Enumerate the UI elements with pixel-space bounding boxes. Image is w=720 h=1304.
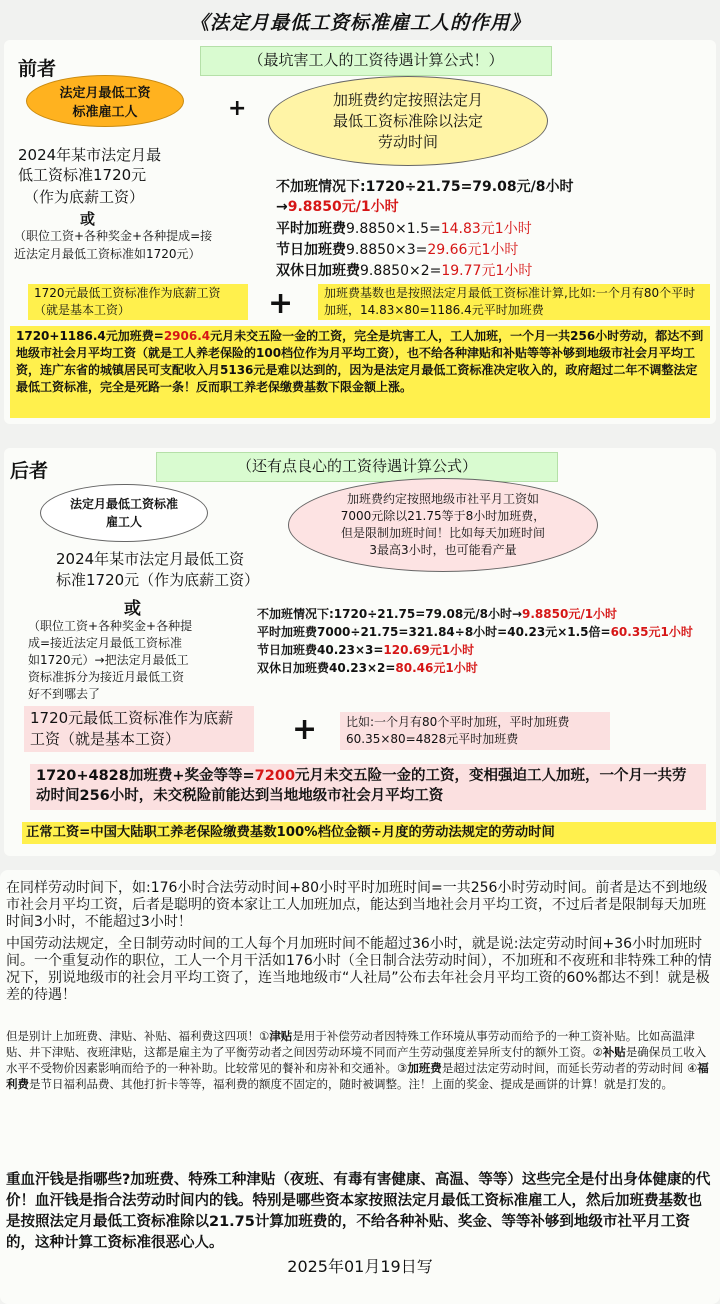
- page-title: 《法定月最低工资标准雇工人的作用》: [189, 12, 530, 34]
- former-calc-weekend-value: 19.77元1小时: [441, 263, 533, 279]
- latter-calc-line1: [257, 606, 617, 623]
- former-summary-value: 2906.4: [163, 329, 211, 343]
- note-paragraph-3: [6, 1028, 714, 1092]
- latter-label: 后者: [10, 460, 49, 482]
- latter-calc-weekday-value: 60.35元1小时: [610, 625, 693, 639]
- former-calc-weekday-expr: 9.8850×1.5=: [346, 221, 441, 237]
- latter-calc-line2: [257, 624, 693, 641]
- note-p3-allowance: 津贴: [269, 1029, 293, 1043]
- note-p3-c: 是用于补偿劳动者因特殊工作环境从事劳动而给予的一种工资补贴。比如高温津贴、井下津贴、夜班津贴，这都是雇主为了平衡劳动者之间因劳动环境不同而产生劳动强度差异所支付的额外工资。②: [6, 1029, 695, 1059]
- former-calc-line4: [276, 241, 518, 260]
- former-calc-weekend-expr: 9.8850×2=: [360, 263, 442, 279]
- former-plus-1: +: [228, 96, 247, 121]
- note-p3-e: 是确保员工收入水平不受物价因素影响而给予的一种补助。比较常见的餐补和房补和交通补。③: [6, 1045, 707, 1075]
- former-calc-hourly: 9.8850元/1小时: [287, 199, 399, 215]
- latter-alt-line5: 好不到哪去了: [28, 687, 101, 701]
- former-overtime-box: 加班费基数也是按照法定月最低工资标准计算,比如:一个月有80个平时加班，14.83×80=1186.4元平时加班费: [318, 284, 710, 320]
- latter-calc-line2-text: 平时加班费7000÷21.75=321.84÷8小时=40.23元×1.5倍=: [257, 625, 611, 639]
- former-bubble-right-text: 加班费约定按照法定月最低工资标准除以法定劳动时间: [332, 90, 483, 151]
- former-label: 前者: [18, 58, 57, 80]
- latter-alt-line1: （职位工资+各种奖金+各种提: [28, 619, 193, 633]
- note-p3-overtime: 加班费: [407, 1061, 442, 1075]
- latter-banner: （还有点良心的工资待遇计算公式）: [156, 452, 558, 482]
- latter-calc-line4: [257, 660, 478, 677]
- former-calc-weekday-value: 14.83元1小时: [440, 221, 532, 237]
- latter-alt-line2: 成=接近法定月最低工资标准: [28, 636, 183, 650]
- latter-alt-line3: 如1720元）→把法定月最低工: [28, 653, 189, 667]
- former-summary: [10, 326, 710, 418]
- former-bubble-left: [26, 75, 184, 127]
- note-paragraph-1: 在同样劳动时间下，如:176小时合法劳动时间+80小时平时加班时间=一共256小时劳动时间。前者是达不到地级市社会月平均工资，后者是聪明的资本家让工人加班加点，能达到当地社会月平均工资，不过后者是限制每天加班时间3小时，不能超过3小时！: [6, 880, 708, 930]
- note-p3-i: 是节日福利品费、其他打折卡等等，福利费的额度不固定的，随时被调整。注！上面的奖金、提成是画饼的计算！就是打发的。: [29, 1077, 673, 1091]
- latter-summary-prefix: 1720+4828加班费+奖金等等=: [36, 768, 255, 784]
- latter-summary-value: 7200: [254, 768, 296, 784]
- note-date: 2025年01月19日写: [287, 1257, 433, 1276]
- latter-wage-line2: 标准1720元（作为底薪工资）: [56, 571, 260, 589]
- latter-calc-line4-text: 双休日加班费40.23×2=: [257, 661, 396, 675]
- latter-wage-line1: 2024年某市法定月最低工资: [56, 550, 245, 568]
- note-paragraph-4: 重血汗钱是指哪些?加班费、特殊工种津贴（夜班、有毒有害健康、高温、等等）这些完全是付出身体健康的代价！血汗钱是指合法劳动时间内的钱。特别是哪些资本家按照法定月最低工资标准雇工人，然后加班费基数也是按照法定月最低工资标准除以21.75计算加班费的，不给各种补贴、奖金、等等补够到地级市社平月工资的，这种计算工资标准很恶心人。: [6, 1172, 711, 1251]
- former-wage-line2: 低工资标准1720元: [18, 166, 147, 184]
- latter-bubble-left: [40, 484, 208, 542]
- former-wage-line3: （作为底薪工资）: [24, 188, 145, 206]
- former-alt-line2: 近法定月最低工资标准如1720元）: [14, 247, 201, 261]
- latter-bubble-left-text: 法定月最低工资标准雇工人: [69, 497, 178, 529]
- former-calc-holiday-label: 节日加班费: [276, 242, 346, 258]
- former-alt-line1: （职位工资+各种奖金+各种提成=接: [14, 229, 213, 243]
- latter-calc-weekend-value: 80.46元1小时: [395, 661, 478, 675]
- note-p3-g: 是超过法定劳动时间，而延长劳动者的劳动时间 ④: [441, 1061, 698, 1075]
- former-or: 或: [80, 210, 96, 228]
- former-calc-line2: [276, 198, 399, 217]
- former-calc-weekend-label: 双休日加班费: [276, 263, 360, 279]
- former-calc-line3: [276, 220, 532, 239]
- former-bubble-right: [268, 76, 548, 166]
- latter-plus: +: [292, 712, 318, 747]
- note-p3-welfare: 福利费: [6, 1061, 709, 1091]
- former-calc-line5: [276, 262, 532, 281]
- former-summary-rest: 元月未交五险一金的工资，完全是坑害工人，工人加班，一个月一共256小时劳动，都达不到地级市社会月平均工资（就是工人养老保险的100档位作为月平均工资），也不给各种津贴和补贴等等补够到地级市社会月平均工资，连广东省的城镇居民可支配收入月5136元是难以达到的，因为是法定月最低工资标准决定收入的，政府超过二年不调整法定最低工资标准，完全是死路一条！反而职工养老保缴费基数下限金额上涨。: [16, 329, 704, 394]
- normal-wage-formula: 正常工资=中国大陆职工养老保险缴费基数100%档位金额÷月度的劳动法规定的劳动时间: [22, 822, 716, 844]
- note-p3-a: 但是别计上加班费、津贴、补贴、福利费这四项！①: [6, 1029, 270, 1043]
- latter-alt-line4: 资标准拆分为接近月最低工资: [28, 670, 185, 684]
- former-plus-2: +: [268, 286, 294, 321]
- former-bubble-left-text: 法定月最低工资标准雇工人: [59, 86, 151, 120]
- latter-bubble-right-text: 加班费约定按照地级市社平月工资如7000元除以21.75等于8小时加班费，但是限制加班时间！比如每天加班时间3最高3小时，也可能看产量: [340, 492, 546, 557]
- latter-overtime-box: 比如:一个月有80个平时加班，平时加班费60.35×80=4828元平时加班费: [340, 712, 610, 750]
- former-calc-holiday-value: 29.66元1小时: [427, 242, 519, 258]
- latter-base-box: 1720元最低工资标准作为底薪工资（就是基本工资）: [24, 706, 254, 752]
- latter-summary-rest: 元月未交五险一金的工资，变相强迫工人加班，一个月一共劳动时间256小时，未交税险前能达到当地地级市社会月平均工资: [36, 768, 687, 804]
- note-paragraph-2: 中国劳动法规定，全日制劳动时间的工人每个月加班时间不能超过36小时，就是说:法定劳动时间+36小时加班时间。一个重复动作的职位，工人一个月干活如176小时（全日制合法劳动时间），不加班和不夜班和非特殊工种的情况下，别说地级市的社会月平均工资了，连当地地级市“人社局”公布去年社会月平均工资的60%都达不到！就是极差的待遇！: [6, 936, 712, 1003]
- note-p3-subsidy: 补贴: [602, 1045, 626, 1059]
- latter-calc-line3: [257, 642, 474, 659]
- former-base-box: 1720元最低工资标准作为底薪工资（就是基本工资）: [28, 284, 248, 320]
- latter-calc-line3-text: 节日加班费40.23×3=: [257, 643, 384, 657]
- former-summary-prefix: 1720+1186.4元加班费=: [16, 329, 164, 343]
- latter-summary: [30, 764, 706, 810]
- former-calc-weekday-label: 平时加班费: [276, 221, 346, 237]
- latter-calc-hourly: 9.8850元/1小时: [522, 607, 618, 621]
- former-wage-line1: 2024年某市法定月最: [18, 146, 162, 164]
- former-banner: （最坑害工人的工资待遇计算公式！）: [200, 46, 552, 76]
- latter-bubble-right: [288, 478, 598, 572]
- latter-calc-holiday-value: 120.69元1小时: [383, 643, 475, 657]
- latter-calc-line1-text: 不加班情况下:1720÷21.75=79.08元/8小时→: [257, 607, 523, 621]
- former-calc-arrow: →: [276, 199, 288, 215]
- latter-or: 或: [124, 599, 141, 619]
- former-calc-holiday-expr: 9.8850×3=: [346, 242, 428, 258]
- former-calc-line1: 不加班情况下:1720÷21.75=79.08元/8小时: [276, 179, 574, 195]
